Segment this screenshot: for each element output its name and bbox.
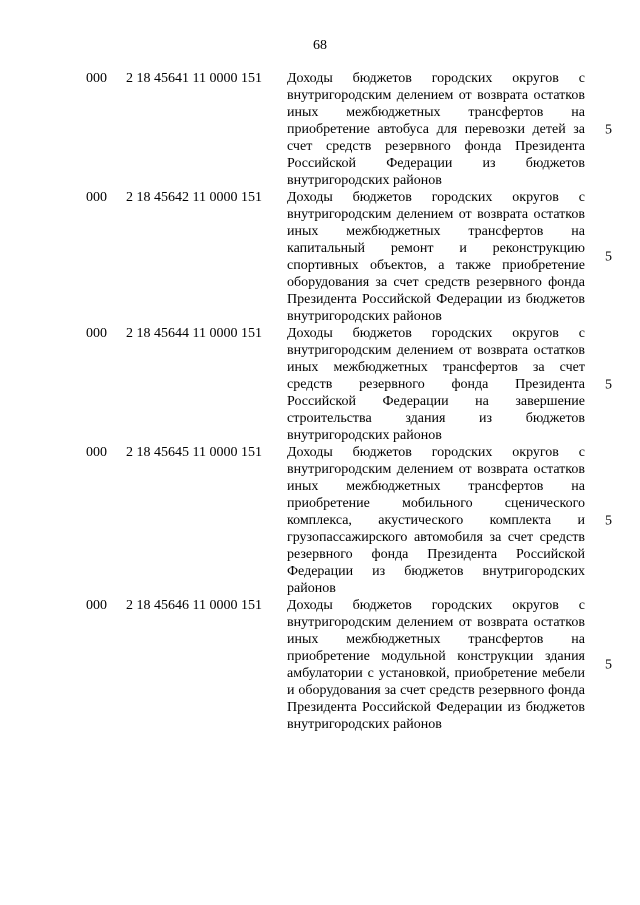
income-name: Доходы бюджетов городских округов с внутригородским делением от возврата остатков иных межбюджетных трансфертов на приобретение мобильного сценического комплекса, акустического комплекта и грузопассажирского автомобиля за счет средств резервного фонда Президента Российской Федерации из бюджетов внутригородских районов [287,445,585,596]
table-row [0,189,640,325]
admin-code: 000 [86,71,107,86]
table-row [0,70,640,189]
budget-table [0,70,640,733]
table-row [0,325,640,444]
admin-code: 000 [86,190,107,205]
amount-value: 5 [605,657,612,673]
table-row [0,444,640,597]
amount-value: 5 [605,249,612,265]
admin-code: 000 [86,598,107,613]
budget-classification-code: 2 18 45646 11 0000 151 [126,598,262,613]
income-name: Доходы бюджетов городских округов с внутригородским делением от возврата остатков иных межбюджетных трансфертов на капитальный ремонт и реконструкцию спортивных объектов, а также приобретение оборудования за счет средств резервного фонда Президента Российской Федерации из бюджетов внутригородских районов [287,190,585,324]
amount-value: 5 [605,377,612,392]
page-number: 68 [313,38,327,53]
admin-code: 000 [86,326,107,341]
budget-classification-code: 2 18 45642 11 0000 151 [126,190,262,205]
income-name: Доходы бюджетов городских округов с внутригородским делением от возврата остатков иных межбюджетных трансфертов на приобретение модульной конструкции здания амбулатории с установкой, приобретение мебели и оборудования за счет средств резервного фонда Президента Российской Федерации из бюджетов внутригородских районов [287,598,585,732]
budget-classification-code: 2 18 45641 11 0000 151 [126,71,262,86]
amount-value: 5 [605,122,612,137]
income-name: Доходы бюджетов городских округов с внутригородским делением от возврата остатков иных межбюджетных трансфертов на приобретение автобуса для перевозки детей за счет средств резервного фонда Президента Российской Федерации из бюджетов внутригородских районов [287,71,585,188]
budget-classification-code: 2 18 45644 11 0000 151 [126,326,262,341]
budget-classification-code: 2 18 45645 11 0000 151 [126,445,262,460]
table-row [0,597,640,733]
income-name: Доходы бюджетов городских округов с внутригородским делением от возврата остатков иных межбюджетных трансфертов за счет средств резервного фонда Президента Российской Федерации на завершение строительства здания из бюджетов внутригородских районов [287,326,585,443]
admin-code: 000 [86,445,107,460]
amount-value: 5 [605,513,612,528]
